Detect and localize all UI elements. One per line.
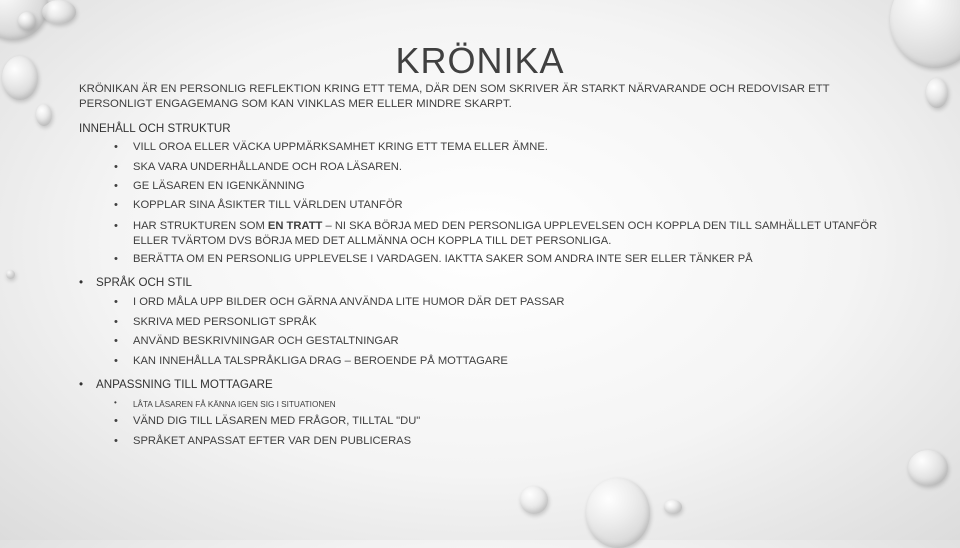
list-item: • KOPPLAR SINA ÅSIKTER TILL VÄRLDEN UTANFÖR (114, 199, 403, 211)
bullet-icon: • (114, 415, 118, 427)
section-heading-innehall: INNEHÅLL OCH STRUKTUR (79, 122, 231, 135)
emphasis-text: EN TRATT (267, 220, 323, 232)
bullet-icon: • (114, 220, 118, 232)
bullet-icon: • (114, 435, 118, 447)
bullet-icon: • (114, 161, 118, 173)
section-heading-anpassning: • ANPASSNING TILL MOTTAGARE (79, 378, 273, 391)
bullet-icon: • (114, 316, 118, 328)
bullet-icon: • (79, 378, 84, 391)
list-item: • VÄND DIG TILL LÄSAREN MED FRÅGOR, TILLTAL "DU" (114, 415, 421, 427)
list-item: • VILL OROA ELLER VÄCKA UPPMÄRKSAMHET KRING ETT TEMA ELLER ÄMNE. (114, 141, 548, 153)
list-item: • HAR STRUKTUREN SOM EN TRATT – NI SKA BÖRJA MED DEN PERSONLIGA UPPLEVELSEN OCH KOPPLA DEN TILL SAMHÄLLET UTANFÖR ELLER TVÄRTOM DVS BÖRJA MED DET ALLMÄNNA OCH KOPPLA TILL DET PERSONLIGA. (114, 220, 878, 247)
bullet-icon: • (114, 398, 117, 407)
list-item: • ANVÄND BESKRIVNINGAR OCH GESTALTNINGAR (114, 335, 399, 347)
bullet-icon: • (114, 355, 118, 367)
list-item: • I ORD MÅLA UPP BILDER OCH GÄRNA ANVÄNDA LITE HUMOR DÄR DET PASSAR (114, 296, 565, 308)
bullet-icon: • (114, 199, 118, 211)
bullet-icon: • (79, 276, 84, 289)
intro-paragraph: KRÖNIKAN ÄR EN PERSONLIG REFLEKTION KRING ETT TEMA, DÄR DEN SOM SKRIVER ÄR STARKT NÄRVARANDE OCH REDOVISAR ETT PERSONLIGT ENGAGEMANG SOM KAN VINKLAS MER ELLER MINDRE SKARPT. (79, 83, 830, 110)
section-heading-sprak: • SPRÅK OCH STIL (79, 276, 192, 289)
list-item: • SPRÅKET ANPASSAT EFTER VAR DEN PUBLICERAS (114, 435, 412, 447)
list-item: • SKA VARA UNDERHÅLLANDE OCH ROA LÄSAREN. (114, 161, 402, 173)
bullet-icon: • (114, 253, 118, 265)
list-item: • BERÄTTA OM EN PERSONLIG UPPLEVELSE I VARDAGEN. IAKTTA SAKER SOM ANDRA INTE SER ELLER TÄNKER PÅ (114, 253, 753, 265)
bullet-icon: • (114, 141, 118, 153)
list-item: • GE LÄSAREN EN IGENKÄNNING (114, 180, 305, 192)
list-item: • SKRIVA MED PERSONLIGT SPRÅK (114, 316, 317, 328)
bullet-icon: • (114, 335, 118, 347)
bullet-icon: • (114, 296, 118, 308)
slide-title: KRÖNIKA (395, 40, 565, 81)
list-item: • KAN INNEHÅLLA TALSPRÅKLIGA DRAG – BEROENDE PÅ MOTTAGARE (114, 355, 508, 367)
bullet-icon: • (114, 180, 118, 192)
list-item: • LÅTA LÄSAREN FÅ KÄNNA IGEN SIG I SITUATIONEN (114, 398, 336, 409)
